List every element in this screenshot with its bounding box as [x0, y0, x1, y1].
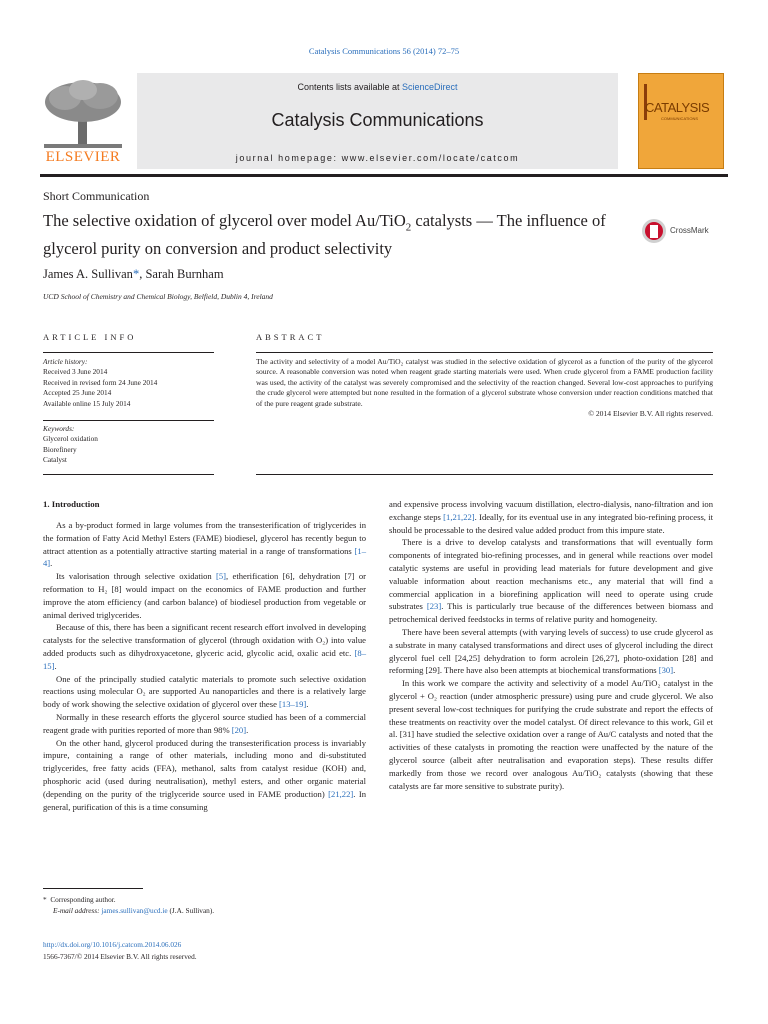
email-link[interactable]: james.sullivan@ucd.ie — [101, 906, 168, 915]
journal-homepage[interactable]: journal homepage: www.elsevier.com/locate/catcom — [235, 153, 520, 163]
paragraph-text: One of the principally studied catalytic materials to promote such selective oxidation reactions using molecular O₂ are supported Au nanoparticles and there is a relatively large body of work showing the selective oxidation of glycerol over these — [43, 673, 366, 710]
paragraph-text: Its valorisation through selective oxidation — [56, 571, 217, 582]
info-divider — [43, 420, 214, 421]
paragraph — [43, 673, 366, 711]
citation-link[interactable]: [8–15] — [43, 647, 366, 671]
paragraph-text: , etherification [6], dehydration [7] or reformation to H₂ [8] would impact on the economics of FAME production and further improve the atom efficiency (and carbon balance) of biodiesel production from vegetable or animal derived triglycerides. — [43, 571, 366, 620]
paragraph — [43, 570, 366, 621]
authors — [43, 267, 224, 282]
header-rule — [40, 174, 728, 177]
paragraph — [43, 519, 366, 570]
history-revised: Received in revised form 24 June 2014 — [43, 377, 158, 387]
title-subscript: 2 — [405, 221, 412, 234]
author-burnham[interactable]: , Sarah Burnham — [139, 267, 224, 281]
corresponding-mark[interactable]: * — [132, 267, 140, 281]
paragraph — [389, 498, 713, 536]
keyword-item: Glycerol oxidation — [43, 434, 98, 444]
citation-link[interactable]: [23] — [426, 601, 442, 612]
keyword-item: Catalyst — [43, 455, 67, 465]
issn-line: 1566-7367/© 2014 Elsevier B.V. All rights reserved. — [43, 952, 197, 961]
abstract — [256, 357, 713, 419]
author-sullivan[interactable]: James A. Sullivan — [43, 267, 133, 281]
paragraph-text: There is a drive to develop catalysts and transformations that will eventually form components of integrated bio-refining processes, and in general while reactions over model catalytic systems are useful in providing lead materials for future development and give valuable information about reaction mechanisms etc., any material that will find a commercial application in a biorefining application will need to operate using crude substrates — [389, 537, 713, 612]
footnote — [43, 894, 214, 916]
crossmark-badge[interactable] — [640, 216, 718, 246]
paragraph — [389, 626, 713, 677]
paragraph-text: . — [306, 699, 309, 710]
paragraph-text: As a by-product formed in large volumes from the transesterification of triglycerides in the formation of Fatty Acid Methyl Esters (FAME) biodiesel, glycerol has recently begun to attract attention as a potentially attractive starting material in a range of transformations — [43, 520, 366, 556]
paragraph-text: Normally in these research efforts the glycerol source studied has been of a commercial reagent grade with purities reported of more than 98% — [43, 711, 366, 735]
section-heading-introduction: 1. Introduction — [43, 499, 100, 509]
info-bottom-rule — [43, 474, 214, 475]
body-column-right — [389, 498, 713, 792]
citation-link[interactable]: [1–4] — [43, 545, 366, 569]
paragraph-text: . — [246, 724, 249, 735]
title-part2: catalysts — The influence of glycerol purity on conversion and product selectivity — [43, 211, 606, 259]
crossmark-label: CrossMark — [670, 226, 709, 235]
paragraph — [43, 711, 366, 737]
paragraph-text: There have been several attempts (with varying levels of success) to use crude glycerol as a substrate in many catalysed transformations and direct uses of glycerol including the direct glycerol fuel cell [24,25] dehydration to form acrolein [26,27], photo-oxidation [28] and reforming [29]. There have also been attempts at biochemical transformations — [389, 626, 713, 676]
body-column-left — [43, 519, 366, 813]
paragraph — [43, 621, 366, 672]
info-rule — [43, 352, 214, 353]
article-history — [43, 357, 213, 409]
article-info-heading: ARTICLE INFO — [43, 332, 137, 342]
citation-link[interactable]: [21,22] — [328, 788, 354, 799]
paragraph-text: . — [54, 660, 57, 671]
email-suffix: (J.A. Sullivan). — [167, 906, 215, 915]
contents-line — [137, 82, 618, 92]
affiliation: UCD School of Chemistry and Chemical Biology, Belfield, Dublin 4, Ireland — [43, 292, 273, 301]
paragraph — [43, 737, 366, 814]
sciencedirect-link[interactable]: ScienceDirect — [402, 82, 458, 92]
paragraph-text: and expensive process involving vacuum distillation, electro-dialysis, nano-filtration and ion exchange steps — [389, 499, 713, 522]
paragraph-text: . This is particularly true because of the differences between biomass and petrochemical derived feedstocks in terms of relative purity and homogeneity. — [389, 601, 713, 625]
paragraph-text: On the other hand, glycerol produced during the transesterification process is invariably impure, containing a range of other materials, including mono and di-substituted triglycerides, free fatty acids (FFA), methanol, salts from catalyst residue (KOH) and, phosphoric acid (used during neutralisation), methyl esters, and other organic material (depending on the purity of the triglyceride source used in FAME production) — [43, 737, 366, 799]
abstract-rule — [256, 352, 713, 353]
history-label: Article history: — [43, 357, 88, 366]
elsevier-wordmark: ELSEVIER — [45, 149, 121, 165]
journal-title: Catalysis Communications — [271, 110, 484, 130]
paragraph — [389, 536, 713, 626]
title-part1: The selective oxidation of glycerol over model Au/TiO — [43, 211, 406, 230]
history-online: Available online 15 July 2014 — [43, 398, 131, 408]
citation-link[interactable]: [5] — [216, 571, 227, 582]
keywords — [43, 424, 213, 466]
footnote-mark: * — [43, 895, 47, 904]
paragraph-text: . — [50, 558, 53, 569]
footnote-rule — [43, 888, 143, 889]
cover-subtitle: COMMUNICATIONS — [661, 116, 699, 121]
paragraph-text: . — [673, 665, 676, 676]
copyright: © 2014 Elsevier B.V. All rights reserved. — [588, 409, 713, 419]
footnote-corresponding: Corresponding author. — [50, 895, 116, 904]
paragraph-text: Because of this, there has been a significant recent research effort involved in developing catalysts for the selective transformation of glycerol (through oxidation with O₂) into value added products such as dihydroxyacetone, glyceric acid, glycolic acid, oxalic acid etc. — [43, 622, 366, 658]
keyword-item: Biorefinery — [43, 444, 77, 454]
history-received: Received 3 June 2014 — [43, 367, 108, 377]
citation-link[interactable]: [1,21,22] — [443, 511, 475, 522]
paragraph-text: . In general, purification of this is a time consuming — [43, 788, 366, 812]
keywords-label: Keywords: — [43, 424, 75, 433]
paragraph-text: In this work we compare the activity and selectivity of a model Au/TiO₂ catalyst in the glycerol + O₂ reaction (under atmospheric pressure) using pure and crude glycerol. We also present several low-cost techniques for purifying the crude substrate and report the effects of these treatments on reactivity over the model catalyst. Of direct relevance to this work, Gil et al. [31] have studied the selective oxidation over a range of Au/C catalysts and noted that the activities of these catalysts in promoting the reaction were unaffected by the nature of the glycerol source (albeit after neutralisation and evaporation steps). These results differ markedly from those we record over analogous Au/TiO₂ catalysts (showing that these catalysts are far more sensitive to substrate purity). — [389, 678, 713, 791]
abstract-body: The activity and selectivity of a model Au/TiO₂ catalyst was studied in the selective oxidation of glycerol as a function of the purity of the glycerol source. A reasonable conversion was noted when reagent grade starting materials were used. When crude glycerol from a FAME production facility was used, the activity of the catalyst was severely compromised and the selectivity of the reaction changed. Several low-cost approaches to purifying the crude glycerol were attempted but none resulted in the formation of a glycerol substrate whose conversion under reaction conditions matched that of the pure reagent grade substrate. — [256, 357, 713, 408]
article-type: Short Communication — [43, 189, 150, 203]
contents-prefix: Contents lists available at — [297, 82, 403, 92]
citation-link[interactable]: [30] — [658, 665, 674, 676]
article-title — [43, 210, 633, 260]
citation-link[interactable]: [20] — [231, 724, 247, 735]
paragraph-text: . Ideally, for its eventual use in any integrated bio-refining process, it should be processable to the desired value added product from this impure state. — [389, 511, 713, 535]
doi-link[interactable]: http://dx.doi.org/10.1016/j.catcom.2014.06.026 — [43, 940, 182, 949]
journal-citation[interactable]: Catalysis Communications 56 (2014) 72–75 — [308, 46, 460, 56]
abstract-bottom-rule — [256, 474, 713, 475]
history-accepted: Accepted 25 June 2014 — [43, 388, 112, 398]
email-label: E-mail address: — [53, 906, 102, 915]
journal-cover-thumbnail[interactable] — [638, 73, 724, 169]
citation-link[interactable]: [13–19] — [279, 699, 307, 710]
paragraph — [389, 677, 713, 792]
cover-title: CATALYSIS — [645, 100, 710, 115]
abstract-heading: ABSTRACT — [256, 332, 325, 342]
